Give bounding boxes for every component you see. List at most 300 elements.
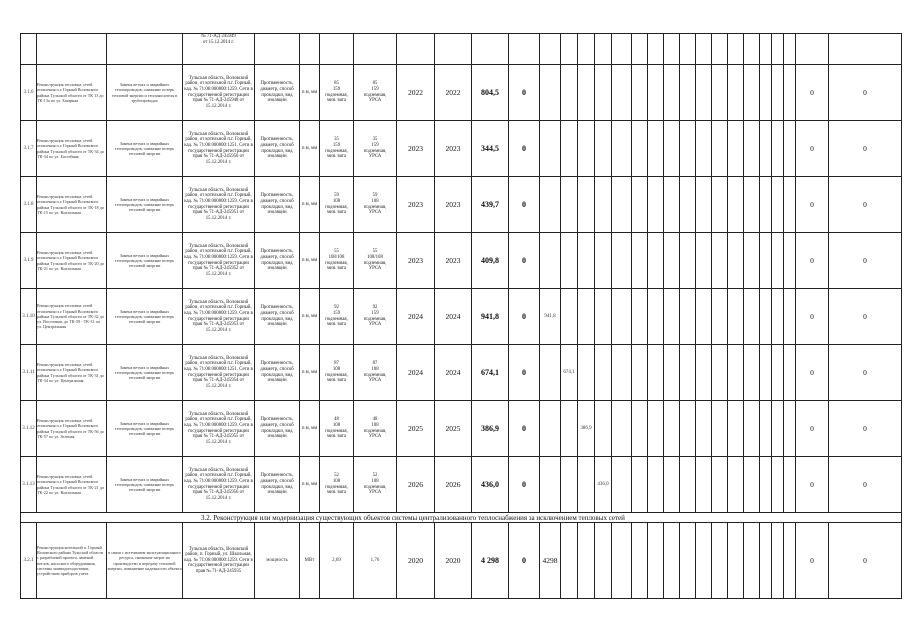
end-year: 2020 [435,523,472,599]
table-row [21,289,902,345]
empty-cell [760,34,772,65]
empty-cell [744,523,760,599]
cell-line: 92 [334,305,339,311]
empty-cell [612,65,632,121]
empty-cell [784,233,796,289]
cell-line: 35 [334,137,339,143]
cell-line: 48 [372,417,378,423]
empty-cell [595,121,612,177]
location-cell [183,34,255,65]
total-cost: 386,9 [472,401,509,457]
empty-cell [612,289,632,345]
cell-line: 159 [332,310,341,316]
empty-cell [696,121,712,177]
col-final: 0 [829,121,902,177]
zero-value: 0 [509,345,540,401]
empty-cell [595,65,612,121]
unit-cell: п.м, мм [300,457,320,513]
empty-cell [712,177,728,233]
empty-cell [728,345,744,401]
cell-line: 59 [334,193,339,199]
total-cost: 4 298 [472,523,509,599]
empty-cell [712,289,728,345]
zero-value: 0 [509,523,540,599]
empty-cell [728,457,744,513]
empty-cell [744,457,760,513]
empty-cell [648,233,664,289]
cell-line: 159 [371,86,379,92]
empty-cell [760,233,772,289]
empty-cell [680,457,696,513]
cell-line: 159 [371,310,379,316]
year-value: 4298 [540,523,561,599]
start-year: 2026 [397,457,435,513]
empty-cell [578,523,595,599]
project-name: Реконструкция тепловых сетей отопления п.г. Горный Воловского района Тульской области от ТК-20 до ТК-21 по ул. Вокзальная [37,233,107,289]
empty-cell [632,34,648,65]
empty-cell [354,34,397,65]
empty-cell [540,457,561,513]
empty-cell [680,233,696,289]
cell-line: 108 [371,198,379,204]
empty-cell [772,457,784,513]
cell-line: подземная, [325,316,348,322]
empty-cell [772,65,784,121]
empty-cell [561,457,578,513]
empty-cell [696,65,712,121]
cell-line: мин. вата [326,98,347,104]
cell-line: 52 [334,473,339,479]
empty-cell [561,289,578,345]
col-final: 0 [829,401,902,457]
empty-cell [540,177,561,233]
empty-cell [784,401,796,457]
table-row [21,65,902,121]
empty-cell [612,233,632,289]
col-final: 0 [829,177,902,233]
empty-cell [772,401,784,457]
empty-cell [612,457,632,513]
empty-cell [664,523,680,599]
start-year: 2022 [397,65,435,121]
empty-cell [696,34,712,65]
project-params: Протяженность, диаметр, способ прокладки, вид изоляции [255,121,300,177]
cell-line: подземная, [325,484,348,490]
project-location: Тульская область, Воловский район, от котельной п.г. Горный, кад. № 71:06:000000:1259. Сети в государственной регистрации прав № 71-АД-245948 от 15.12.2014 г. [183,65,255,121]
col-total: 0 [796,401,829,457]
end-year: 2023 [435,177,472,233]
cell-line: 52 [372,473,378,479]
col-total: 0 [796,457,829,513]
cell-line: 108 [332,198,341,204]
cell-line: 108 [371,422,379,428]
value-before [320,177,354,233]
empty-cell [595,34,612,65]
empty-cell [784,289,796,345]
cell-line: 108/108 [367,254,383,260]
cell-line: 48 [334,417,339,423]
cell-line: подземная, [325,204,348,210]
project-purpose: Замена ветхих и аварийных теплопроводов, снижение потерь тепловой энергии [107,233,183,289]
cell-line: УРСА [368,434,382,440]
total-cost: 674,1 [472,345,509,401]
project-location: Тульская область, Воловский район, от котельной п.г. Горный, кад. № 71:06:000000:1259. Сети в государственной регистрации прав № 71-АД-245956 от 15.12.2014 г. [183,457,255,513]
empty-cell [760,65,772,121]
cell-line: подземная, [363,92,387,98]
value-after [354,65,397,121]
row-number: 3.1.10 [21,289,37,345]
empty-cell [712,65,728,121]
empty-cell [744,233,760,289]
cell-line: 108 [371,478,379,484]
cell-line: 35 [372,137,378,143]
empty-cell [784,121,796,177]
table-row [21,121,902,177]
project-params: Протяженность, диаметр, способ прокладки, вид изоляции [255,233,300,289]
cell-line: подземная, [325,372,348,378]
cell-line: УРСА [368,378,382,384]
empty-cell [680,121,696,177]
empty-cell [772,289,784,345]
project-params: Протяженность, диаметр, способ прокладки, вид изоляции [255,345,300,401]
table-row [21,457,902,513]
empty-cell [578,233,595,289]
empty-cell [648,34,664,65]
empty-cell [664,233,680,289]
project-purpose: Замена ветхих и аварийных теплопроводов, снижение потерь тепловой энергии [107,289,183,345]
project-location: Тульская область, Воловский район, от котельной п.г. Горный, кад. № 71:06:000000:1259. Сети в государственной регистрации прав № 71-АД-245951 от 15.12.2014 г. [183,177,255,233]
zero-value: 0 [509,457,540,513]
project-name: Реконструкция тепловых сетей отопления п.г. Горный Воловского района Тульской области от ТК-21 до ТК-22 по ул. Вокзальная [37,457,107,513]
cell-line: подземная, [325,92,348,98]
start-year: 2025 [397,401,435,457]
section-row [21,513,902,523]
empty-cell [664,457,680,513]
empty-cell [712,345,728,401]
empty-cell [664,121,680,177]
col-total: 0 [796,523,829,599]
zero-value: 0 [509,289,540,345]
total-cost: 436,0 [472,457,509,513]
table-row [21,177,902,233]
empty-cell [612,523,632,599]
year-value: 674,1 [561,345,578,401]
empty-cell [612,401,632,457]
col-total: 0 [796,177,829,233]
cell-line: УРСА [368,154,382,160]
empty-cell [772,523,784,599]
value-after [354,121,397,177]
value-before [320,233,354,289]
project-purpose: Замена ветхих и аварийных теплопроводов, снижение потерь тепловой энергии [107,401,183,457]
cell-line: подземная, [363,316,387,322]
empty-cell [696,457,712,513]
table-row [21,233,902,289]
cell-line: подземная, [363,372,387,378]
empty-cell [648,401,664,457]
empty-cell [612,34,632,65]
empty-cell [664,65,680,121]
project-name: Реконструкция котельной п. Горный Воловского района Тульской области с разработкой проекта, заменой котлов, насосного оборудования, системы химводоподготовки, устройством приборов учета [37,523,107,599]
cell-line: УРСА [368,266,382,272]
empty-cell [760,121,772,177]
year-value: 436,0 [595,457,612,513]
cell-line: подземная, [363,484,387,490]
empty-cell [728,233,744,289]
empty-cell [561,523,578,599]
end-year: 2025 [435,401,472,457]
empty-cell [320,34,354,65]
empty-cell [744,121,760,177]
zero-value: 0 [509,233,540,289]
empty-cell [696,177,712,233]
row-number: 3.1.7 [21,121,37,177]
project-location: Тульская область, Воловский район, от котельной п.г. Горный, кад. № 71:06:000000:1259. Сети в государственной регистрации прав № 71-АД-245955 от 15.12.2014 г. [183,401,255,457]
cell-line: 159 [332,142,341,148]
empty-cell [784,65,796,121]
empty-cell [612,345,632,401]
row-number: 3.1.13 [21,457,37,513]
total-cost: 439,7 [472,177,509,233]
empty-cell [632,233,648,289]
unit-cell: п.м, мм [300,65,320,121]
empty-cell [561,121,578,177]
project-name: Реконструкция тепловых сетей отопления п.г. Горный Воловского района Тульской области от ТК-56 до ТК-57 по ул. Зеленая [37,401,107,457]
row-number: 3.1.11 [21,345,37,401]
unit-cell: п.м, мм [300,177,320,233]
cell-line: 159 [332,86,341,92]
empty-cell [540,65,561,121]
cell-line: подземная, [325,260,348,266]
unit-cell: п.м, мм [300,289,320,345]
empty-cell [829,34,902,65]
empty-cell [578,121,595,177]
cell-line: подземная, [363,260,387,266]
empty-cell [632,345,648,401]
project-purpose: Замена ветхих и аварийных теплопроводов, снижение потерь тепловой энергии [107,177,183,233]
empty-cell [397,34,435,65]
empty-cell [728,121,744,177]
empty-cell [632,121,648,177]
empty-cell [744,401,760,457]
empty-cell [561,177,578,233]
cell-line: подземная, [363,428,387,434]
end-year: 2026 [435,457,472,513]
end-year: 2022 [435,65,472,121]
empty-cell [664,34,680,65]
empty-cell [680,401,696,457]
project-params: Протяженность, диаметр, способ прокладки, вид изоляции [255,457,300,513]
project-params: мощность [255,523,300,599]
cell-line: мин. вата [326,434,347,440]
empty-cell [540,121,561,177]
zero-value: 0 [509,401,540,457]
empty-cell [107,34,183,65]
empty-cell [300,34,320,65]
empty-cell [760,177,772,233]
cell-line: УРСА [368,210,382,216]
cell-line: мин. вата [326,490,347,496]
col-final: 0 [829,289,902,345]
cell-line: от 15.12.2014 г. [202,39,235,45]
year-value: 386,9 [578,401,595,457]
empty-cell [680,177,696,233]
cell-line: УРСА [368,322,382,328]
cell-line: 108 [371,366,379,372]
value-before [320,401,354,457]
table-row [21,523,902,599]
empty-cell [664,289,680,345]
cell-line: 87 [372,361,378,367]
col-final: 0 [829,65,902,121]
empty-cell [595,289,612,345]
empty-cell [578,345,595,401]
cell-line: 85 [372,81,378,87]
row-number: 3.2.1 [21,523,37,599]
col-total: 0 [796,289,829,345]
value-after [354,345,397,401]
value-after: 1,76 [354,523,397,599]
empty-cell [37,34,107,65]
empty-cell [744,345,760,401]
empty-cell [578,457,595,513]
start-year: 2023 [397,233,435,289]
empty-cell [772,345,784,401]
empty-cell [712,523,728,599]
start-year: 2023 [397,177,435,233]
empty-cell [255,34,300,65]
value-after [354,401,397,457]
empty-cell [595,401,612,457]
cell-line: подземная, [363,204,387,210]
cell-line: мин. вата [326,322,347,328]
cell-line: 55 [372,249,378,255]
empty-cell [772,233,784,289]
empty-cell [648,289,664,345]
start-year: 2024 [397,345,435,401]
value-before [320,457,354,513]
empty-cell [664,177,680,233]
project-params: Протяженность, диаметр, способ прокладки, вид изоляции [255,65,300,121]
unit-cell: п.м, мм [300,401,320,457]
empty-cell [680,34,696,65]
project-location: Тульская область, Воловский район, от котельной п.г. Горный, кад. № 71:06:000000:1251. Сети в государственной регистрации прав № 71-АД-245950 от 15.12.2014 г. [183,121,255,177]
empty-cell [664,401,680,457]
col-total: 0 [796,65,829,121]
empty-cell [760,457,772,513]
empty-cell [648,457,664,513]
empty-cell [744,65,760,121]
cell-line: 59 [372,193,378,199]
project-purpose: Замена ветхих и аварийных теплопроводов, снижение потерь тепловой энергии [107,121,183,177]
value-after [354,177,397,233]
project-name: Реконструкция тепловых сетей отопления п.г. Горный Воловского района Тульской области от ТК 13 до ТК-13а по ул. Базарная [37,65,107,121]
cell-line: подземная, [325,148,348,154]
cell-line: мин. вата [326,378,347,384]
empty-cell [760,401,772,457]
cell-line: 159 [371,142,379,148]
project-purpose: Замена ветхих и аварийных теплопроводов, снижение потерь тепловой энергии и теплоносителя в трубопроводах [107,65,183,121]
project-location: Тульская область, Воловский район, от котельной п.г. Горный, кад. № 71:06:000000:1259. Сети в государственной регистрации прав № 71-АД-245952 от 15.12.2014 г. [183,233,255,289]
year-value: 941,8 [540,289,561,345]
row-number: 3.1.8 [21,177,37,233]
project-purpose: Замена ветхих и аварийных теплопроводов, снижение потерь тепловой энергии [107,345,183,401]
cell-line: УРСА [368,98,382,104]
start-year: 2024 [397,289,435,345]
empty-cell [472,34,509,65]
empty-cell [578,177,595,233]
empty-cell [632,177,648,233]
table-row [21,34,902,65]
empty-cell [680,65,696,121]
empty-cell [772,34,784,65]
empty-cell [595,233,612,289]
cell-line: 55 [334,249,339,255]
empty-cell [760,523,772,599]
project-name: Реконструкция тепловых сетей отопления п.г. Горный Воловского района Тульской области от ТК-34 до ТК-34 по ул. Бассейная [37,121,107,177]
value-before [320,121,354,177]
cell-line: мин. вата [326,210,347,216]
section-title: 3.2. Реконструкция или модернизация существующих объектов системы централизованного теплоснабжения за исключением тепловых сетей [21,513,902,523]
table-row [21,345,902,401]
cell-line: подземная, [363,148,387,154]
empty-cell [540,233,561,289]
row-number: 3.1.12 [21,401,37,457]
empty-cell [540,345,561,401]
empty-cell [21,34,37,65]
empty-cell [728,523,744,599]
project-location: Тульская область, Воловский район, от котельной п.г. Горный, кад. № 71:06:000000:1259. Сети в государственной регистрации прав № 71-АД-245953 от 15.12.2014 г. [183,289,255,345]
empty-cell [760,345,772,401]
project-name: Реконструкция тепловых сетей отопления п.г. Горный Воловского района Тульской области от ТК-32 до ул. Восточная, до ТК-59 - ТК-31 по ул. Центральная [37,289,107,345]
empty-cell [728,289,744,345]
value-before [320,65,354,121]
empty-cell [664,345,680,401]
cell-line: подземная, [325,428,348,434]
empty-cell [648,177,664,233]
empty-cell [561,233,578,289]
empty-cell [744,177,760,233]
empty-cell [712,233,728,289]
empty-cell [728,401,744,457]
end-year: 2023 [435,233,472,289]
empty-cell [561,65,578,121]
empty-cell [712,121,728,177]
zero-value: 0 [509,65,540,121]
total-cost: 804,5 [472,65,509,121]
cell-line: 108 [332,366,341,372]
empty-cell [595,523,612,599]
cell-line: 92 [372,305,378,311]
empty-cell [648,65,664,121]
unit-cell: п.м, мм [300,233,320,289]
cell-line: 87 [334,361,339,367]
empty-cell [648,345,664,401]
empty-cell [712,34,728,65]
empty-cell [784,457,796,513]
empty-cell [784,523,796,599]
col-total: 0 [796,121,829,177]
empty-cell [540,34,561,65]
table-row [21,401,902,457]
empty-cell [612,121,632,177]
cell-line: 108 [332,478,341,484]
unit-cell: п.м, мм [300,121,320,177]
empty-cell [632,457,648,513]
empty-cell [796,34,829,65]
project-location: Тульская область, Воловский район, от котельной п.г. Горный, кад. № 71:06:000000:1251. Сети в государственной регистрации прав № 71-АД-245954 от 15.12.2014 г. [183,345,255,401]
empty-cell [578,34,595,65]
